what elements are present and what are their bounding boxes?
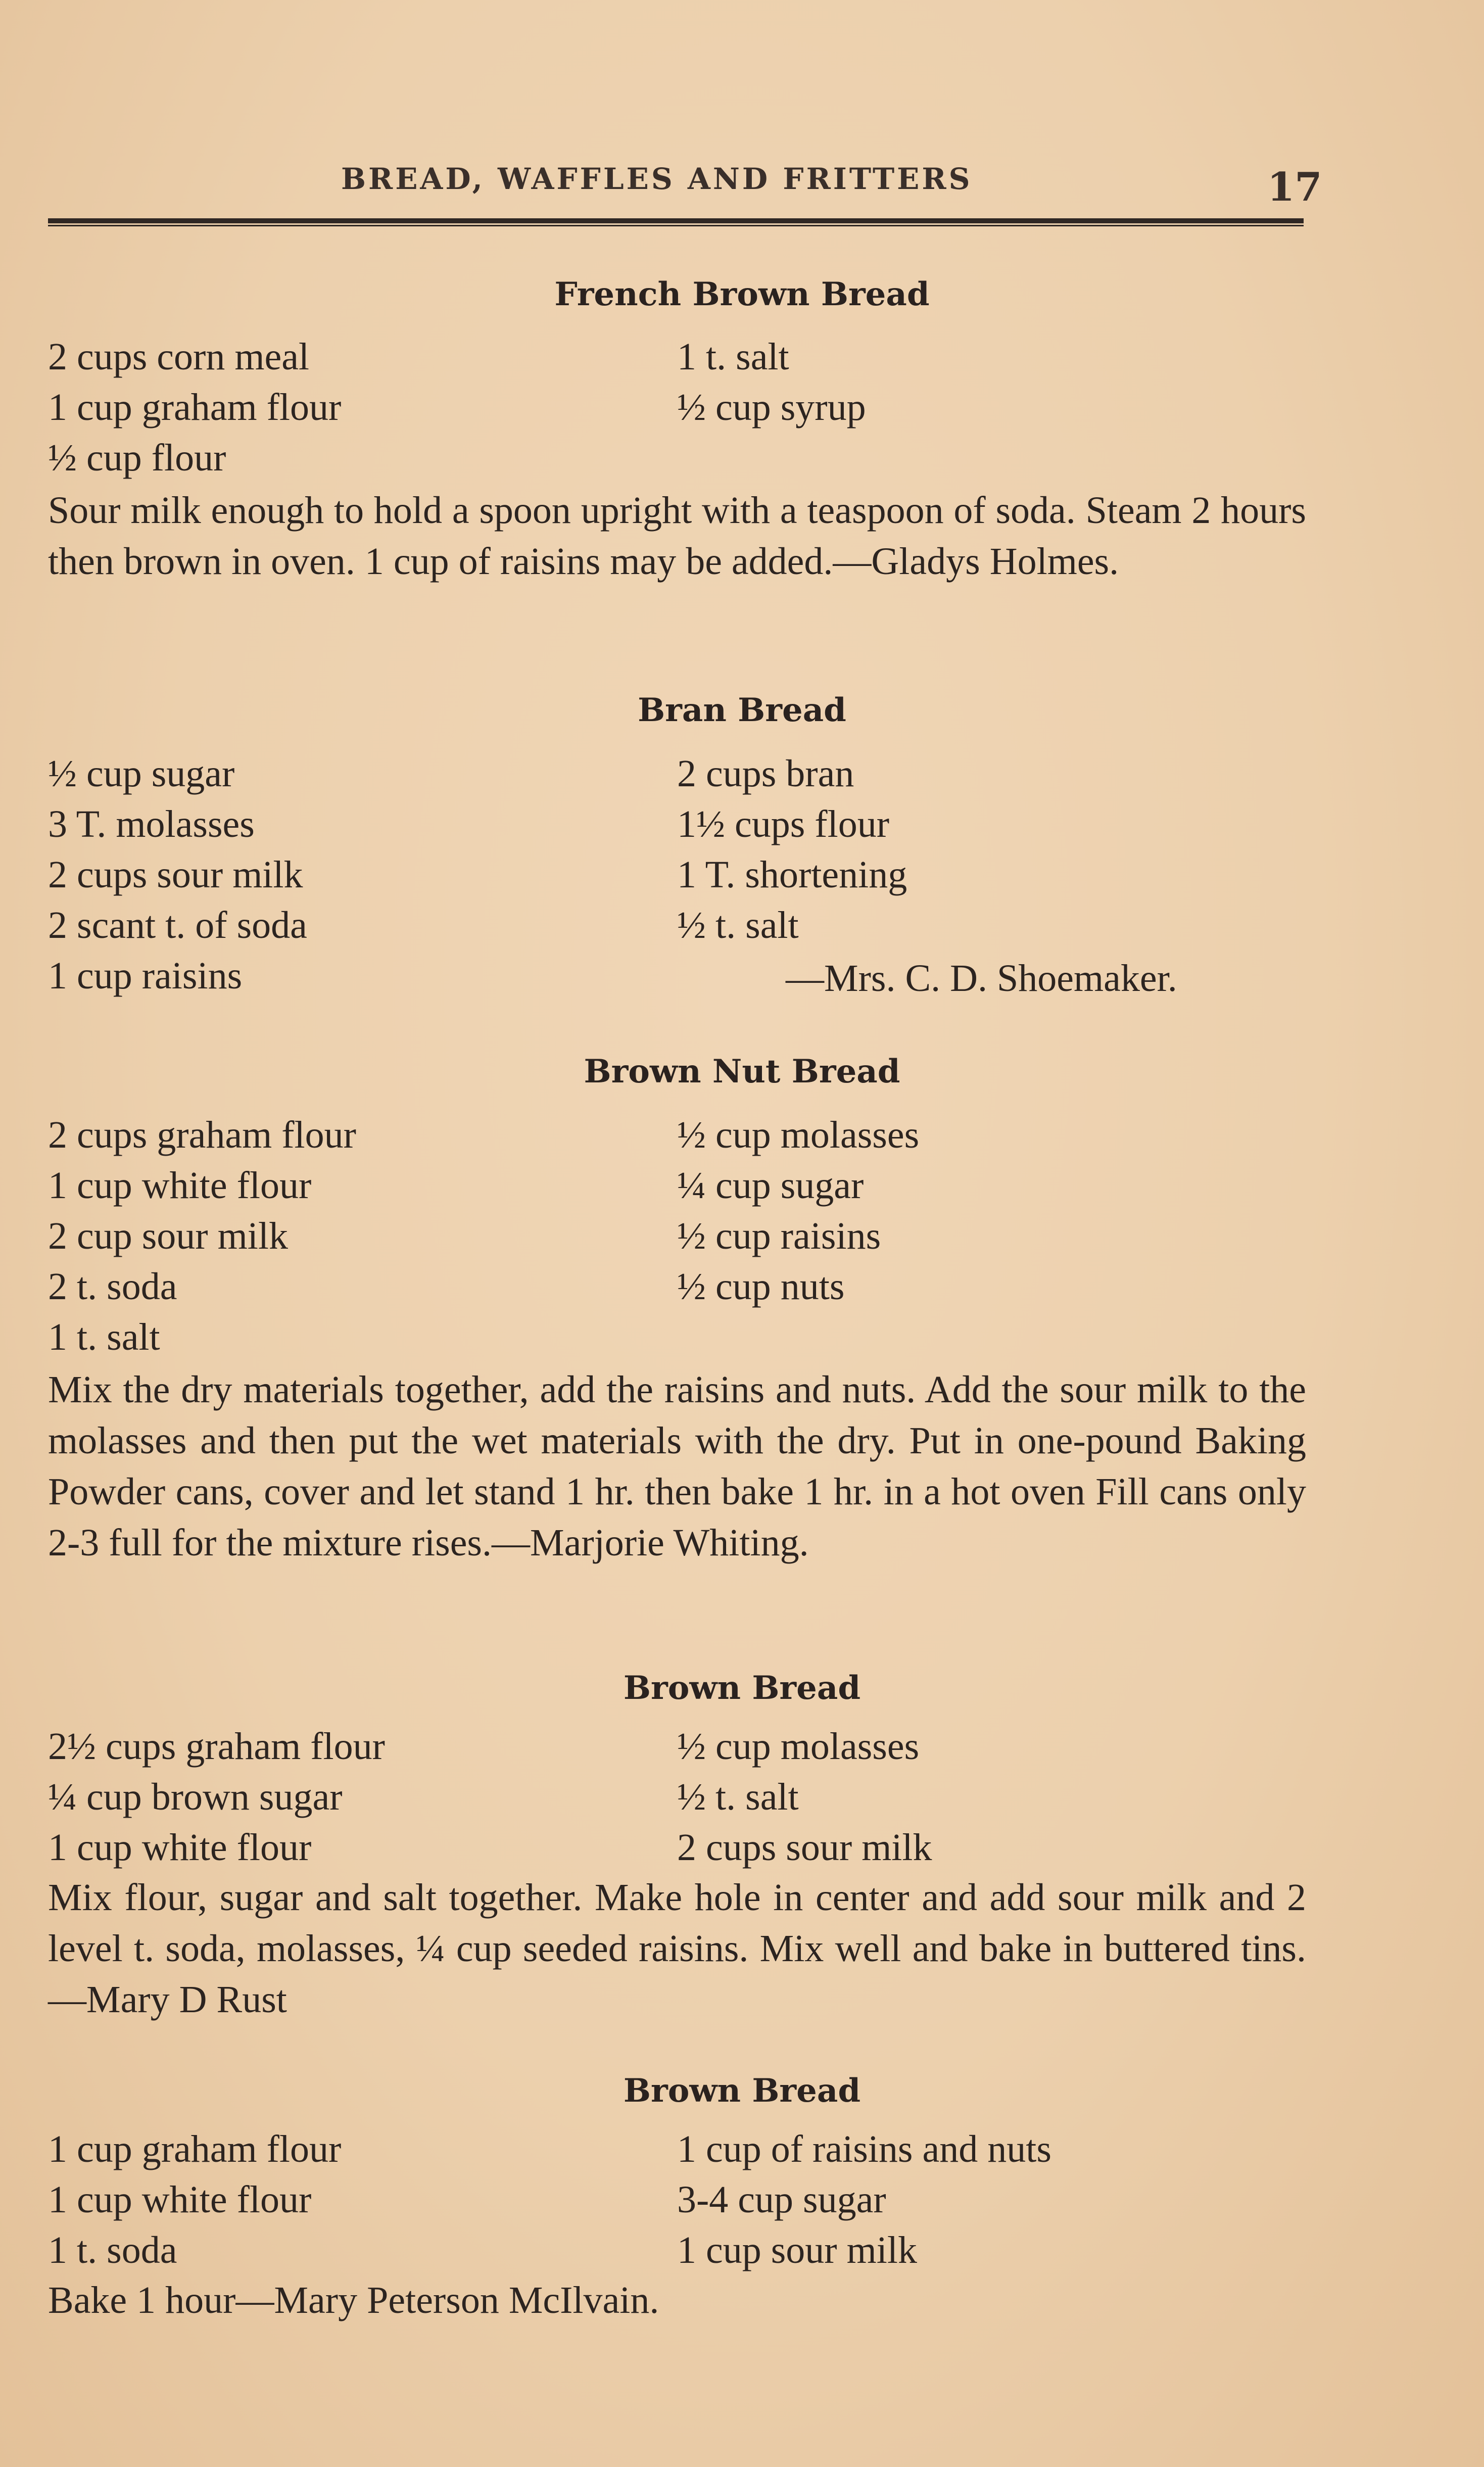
ingredient: 2 scant t. of soda <box>48 904 307 946</box>
recipe-title: Bran Bread <box>638 691 846 729</box>
ingredient: 3 T. molasses <box>48 803 255 845</box>
ingredient: 2 cups corn meal <box>48 336 310 378</box>
recipe-instructions: Sour milk enough to hold a spoon upright with a teaspoon of soda. Steam 2 hours then brown in oven. 1 cup of raisins may be added.—Gladys Holmes. <box>48 489 1306 583</box>
ingredient: 2 cups sour milk <box>48 853 303 896</box>
ingredient: 1 t. soda <box>48 2229 177 2271</box>
ingredient: 2 cups sour milk <box>677 1826 932 1869</box>
ingredient: ½ cup syrup <box>677 386 866 429</box>
ingredient: ½ cup molasses <box>677 1725 920 1768</box>
page-number: 17 <box>1267 164 1322 210</box>
ingredient: 2 cups bran <box>677 752 854 795</box>
ingredient: 1 t. salt <box>48 1316 160 1358</box>
ingredient: 1 cup of raisins and nuts <box>677 2128 1051 2170</box>
ingredient: ½ cup raisins <box>677 1215 881 1257</box>
recipe-title: Brown Bread <box>623 1669 861 1707</box>
ingredient: 1 cup graham flour <box>48 2128 342 2170</box>
ingredient: ¼ cup brown sugar <box>48 1776 343 1818</box>
ingredient: 1 cup graham flour <box>48 386 342 429</box>
ingredient: ½ cup flour <box>48 437 226 479</box>
running-head: BREAD, WAFFLES AND FRITTERS <box>341 162 973 196</box>
ingredient: 1½ cups flour <box>677 803 890 845</box>
ingredient: 1 cup white flour <box>48 1826 312 1869</box>
ingredient: ½ t. salt <box>677 1776 799 1818</box>
ingredient: 1 cup sour milk <box>677 2229 917 2271</box>
ingredient: 3-4 cup sugar <box>677 2178 886 2221</box>
ingredient: ½ cup sugar <box>48 752 235 795</box>
recipe-title: Brown Nut Bread <box>584 1053 900 1090</box>
ingredient: ½ cup molasses <box>677 1114 920 1156</box>
recipe-instructions: Bake 1 hour—Mary Peterson McIlvain. <box>48 2279 659 2321</box>
ingredient: 2 cups graham flour <box>48 1114 356 1156</box>
header-rule <box>48 218 1304 223</box>
ingredient: 1 cup raisins <box>48 955 243 997</box>
ingredient: 1 cup white flour <box>48 2178 312 2221</box>
ingredient: ½ cup nuts <box>677 1265 845 1308</box>
recipe-instructions: Mix the dry materials together, add the raisins and nuts. Add the sour milk to the molasses and then put the wet materials with the dry. Put in one-pound Baking Powder cans, cover and let stand 1 hr. then bake 1 hr. in a hot oven Fill cans only 2-3 full for the mixture rises.—Marjorie Whiting. <box>48 1368 1306 1564</box>
recipe-title: French Brown Bread <box>554 275 930 313</box>
ingredient: 1 T. shortening <box>677 853 907 896</box>
ingredient: ¼ cup sugar <box>677 1164 864 1207</box>
ingredient: ½ t. salt <box>677 904 799 946</box>
recipe-title: Brown Bread <box>623 2072 861 2110</box>
ingredient: 1 t. salt <box>677 336 789 378</box>
recipe-credit: —Mrs. C. D. Shoemaker. <box>786 957 1177 1000</box>
ingredient: 2 cup sour milk <box>48 1215 288 1257</box>
header-rule-thin <box>48 225 1304 226</box>
ingredient: 1 cup white flour <box>48 1164 312 1207</box>
ingredient: 2½ cups graham flour <box>48 1725 385 1768</box>
ingredient: 2 t. soda <box>48 1265 177 1308</box>
recipe-instructions: Mix flour, sugar and salt together. Make hole in center and add sour milk and 2 level t. soda, molasses, ¼ cup seeded raisins. Mix well and bake in buttered tins.—Mary D Rust <box>48 1876 1306 2021</box>
